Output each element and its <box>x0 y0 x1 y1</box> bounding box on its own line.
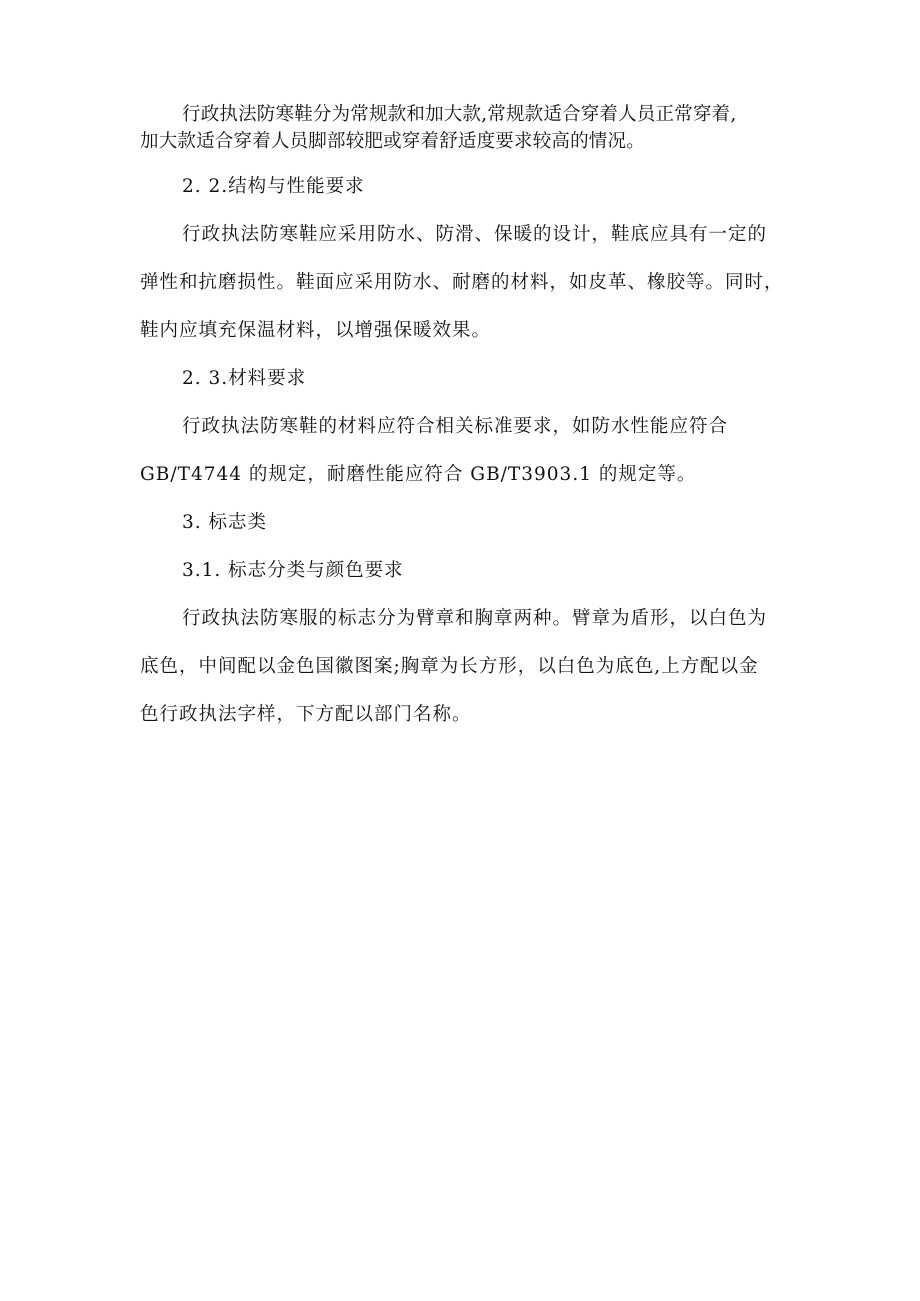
section-heading-3: 3. 标志类 <box>182 512 268 533</box>
paragraph-1-line-1: 行政执法防寒鞋分为常规款和加大款,常规款适合穿着人员正常穿着, <box>182 104 737 125</box>
paragraph-2-line-3: 鞋内应填充保温材料，以增强保暖效果。 <box>140 320 492 341</box>
section-heading-2-2: 2. 2.结构与性能要求 <box>182 176 365 197</box>
paragraph-2-line-1: 行政执法防寒鞋应采用防水、防滑、保暖的设计，鞋底应具有一定的 <box>182 224 768 245</box>
section-heading-2-3: 2. 3.材料要求 <box>182 368 307 389</box>
paragraph-2-line-2: 弹性和抗磨损性。鞋面应采用防水、耐磨的材料，如皮革、橡胶等。同时， <box>140 272 784 293</box>
paragraph-4-line-1: 行政执法防寒服的标志分为臂章和胸章两种。臂章为盾形，以白色为 <box>182 608 768 629</box>
paragraph-4-line-3: 色行政执法字样，下方配以部门名称。 <box>140 704 472 725</box>
paragraph-4-line-2: 底色，中间配以金色国徽图案;胸章为长方形，以白色为底色,上方配以金 <box>140 656 759 677</box>
paragraph-3-line-1: 行政执法防寒鞋的材料应符合相关标准要求，如防水性能应符合 <box>182 416 729 437</box>
paragraph-1-line-2: 加大款适合穿着人员脚部较肥或穿着舒适度要求较高的情况。 <box>140 131 645 152</box>
section-heading-3-1: 3.1. 标志分类与颜色要求 <box>182 560 404 581</box>
paragraph-3-line-2: GB/T4744 的规定，耐磨性能应符合 GB/T3903.1 的规定等。 <box>140 464 697 485</box>
